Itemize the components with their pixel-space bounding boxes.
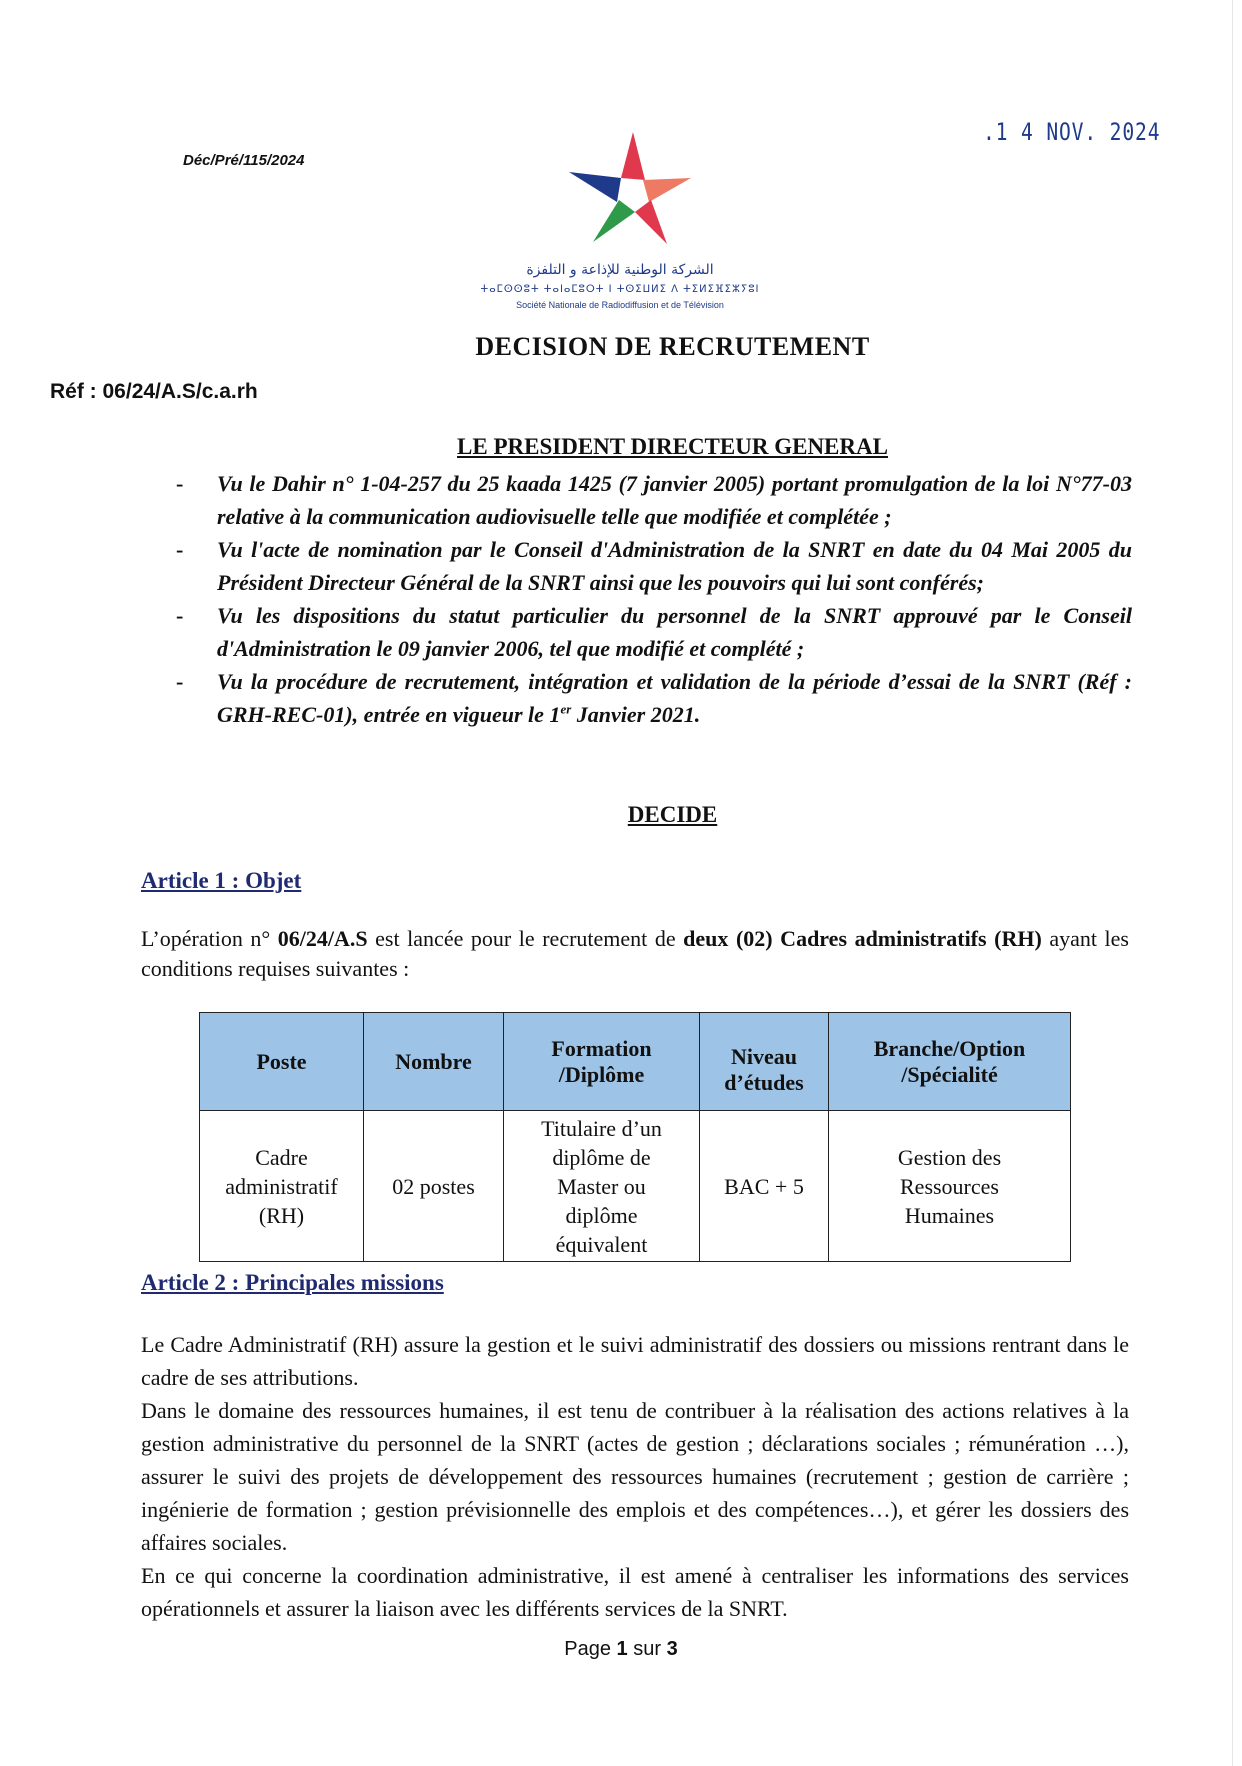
company-name-arabic: الشركة الوطنية للإذاعة و التلفزة	[526, 262, 714, 278]
cell-line: Humaines	[904, 1202, 995, 1228]
text-run: L’opération n°	[141, 926, 278, 951]
table-row	[200, 1111, 1071, 1262]
cell-line: diplôme de	[552, 1144, 651, 1170]
article-1-text	[141, 924, 1129, 984]
logo-green-point	[593, 200, 635, 242]
bullet-dash: -	[176, 537, 184, 562]
bullet-dash: -	[176, 603, 184, 628]
cell-line: Ressources	[900, 1173, 999, 1199]
cell-line: Master ou	[557, 1173, 646, 1199]
cell-line: Titulaire d’un	[541, 1115, 662, 1141]
company-name-block	[470, 262, 770, 310]
logo-red-lower-point	[635, 200, 667, 244]
header-nombre: Nombre	[364, 1013, 504, 1111]
cell-line: Cadre	[255, 1144, 308, 1170]
text-run: est lancée pour le recrutement de	[367, 926, 684, 951]
header-formation	[504, 1013, 700, 1111]
cell-nombre: 02 postes	[364, 1111, 504, 1262]
cell-poste	[200, 1111, 364, 1262]
article-1-title: Article 1 : Objet	[141, 868, 302, 893]
consideration-text: Vu les dispositions du statut particulier du personnel de la SNRT approuvé par le Conseil d'Administration le 09 janvier 2006, tel que modifié et complété ;	[217, 603, 1132, 661]
consideration-text: Vu le Dahir n° 1-04-257 du 25 kaada 1425 (7 janvier 2005) portant promulgation de la loi N°77-03 relative à la communication audiovisuelle telle que modifiée et complétée ;	[217, 471, 1132, 529]
date-stamp: .1 4 NOV. 2024	[983, 118, 1161, 146]
page-label: Page	[564, 1638, 617, 1660]
table-header-row	[200, 1013, 1071, 1111]
cell-line: Gestion des	[897, 1144, 1002, 1170]
bullet-dash: -	[176, 471, 184, 496]
consideration-item	[172, 533, 1132, 599]
paragraph: Le Cadre Administratif (RH) assure la gestion et le suivi administratif des dossiers ou missions rentrant dans le cadre de ses attributions.	[141, 1332, 1129, 1390]
cell-branche	[829, 1111, 1071, 1262]
consideration-item	[172, 467, 1132, 533]
header-line: /Diplôme	[558, 1061, 645, 1087]
consideration-text: Vu la procédure de recrutement, intégration et validation de la période d’essai de la SNRT (Réf : GRH-REC-01), entrée en vigueur le 1	[217, 669, 1132, 727]
header-poste: Poste	[200, 1013, 364, 1111]
article-2-title: Article 2 : Principales missions	[141, 1270, 444, 1295]
considerations-list	[172, 467, 1132, 731]
cell-line: diplôme	[565, 1202, 638, 1228]
cell-formation	[504, 1111, 700, 1262]
company-name-french: Société Nationale de Radiodiffusion et de Télévision	[516, 300, 724, 310]
snrt-star-logo-icon	[563, 130, 693, 250]
header-niveau	[700, 1013, 829, 1111]
header-line: /Spécialité	[901, 1061, 998, 1087]
document-title: DECISION DE RECRUTEMENT	[475, 332, 870, 361]
ordinal-superscript: er	[560, 701, 572, 717]
cell-line: équivalent	[555, 1231, 648, 1257]
paragraph: En ce qui concerne la coordination administrative, il est amené à centraliser les informations des services opérationnels et assurer la liaison avec les différents services de la SNRT.	[141, 1563, 1129, 1621]
page-total: 3	[666, 1638, 678, 1660]
document-code: Déc/Pré/115/2024	[183, 152, 305, 169]
logo-blue-point	[569, 172, 621, 202]
authority-heading: LE PRESIDENT DIRECTEUR GENERAL	[457, 434, 888, 459]
scan-edge	[1232, 0, 1233, 1766]
positions-count: deux (02) Cadres administratifs (RH)	[683, 926, 1042, 951]
consideration-text-end: Janvier 2021.	[571, 702, 701, 727]
cell-line: (RH)	[258, 1202, 305, 1228]
cell-line: administratif	[225, 1173, 338, 1199]
header-line: Branche/Option	[873, 1035, 1026, 1061]
paragraph: Dans le domaine des ressources humaines, il est tenu de contribuer à la réalisation des actions relatives à la gestion administrative du personnel de la SNRT (actes de gestion ; déclarations sociales ; rémunération …), assurer le suivi des projets de développement des ressources humaines (recrutement ; gestion de carrière ; ingénierie de formation ; gestion prévisionnelle des emplois et des compétences…), et gérer les dossiers des affaires sociales.	[141, 1398, 1129, 1555]
article-2-text	[141, 1328, 1129, 1625]
decide-heading: DECIDE	[627, 802, 718, 827]
cell-niveau: BAC + 5	[700, 1111, 829, 1262]
text-run: ayant les conditions requises suivantes :	[141, 926, 1129, 981]
logo-orange-point	[643, 178, 691, 202]
header-branche	[829, 1013, 1071, 1111]
page-current: 1	[616, 1638, 628, 1660]
logo-red-point	[621, 132, 645, 180]
header-line: Formation	[551, 1035, 652, 1061]
page-number	[0, 1638, 1242, 1661]
header-line: d’études	[724, 1070, 804, 1095]
page-separator: sur	[627, 1638, 667, 1660]
reference-number: Réf : 06/24/A.S/c.a.rh	[50, 380, 258, 403]
operation-number: 06/24/A.S	[277, 926, 368, 951]
recruitment-conditions-table	[199, 1012, 1071, 1262]
consideration-item	[172, 599, 1132, 665]
consideration-text: Vu l'acte de nomination par le Conseil d'Administration de la SNRT en date du 04 Mai 2005 du Président Directeur Général de la SNRT ainsi que les pouvoirs qui lui sont conférés;	[217, 537, 1132, 595]
bullet-dash: -	[176, 669, 184, 694]
consideration-item	[172, 665, 1132, 731]
header-line: Niveau	[731, 1044, 797, 1069]
company-name-tifinagh: ⵜⴰⵎⵙⵙⵓⵜ ⵜⴰⵏⴰⵎⵓⵔⵜ ⵏ ⵜⵙⵉⵡⵍⵉ ⴷ ⵜⵉⵍⵉⴼⵉⵣⵢⵓⵏ	[480, 284, 760, 295]
